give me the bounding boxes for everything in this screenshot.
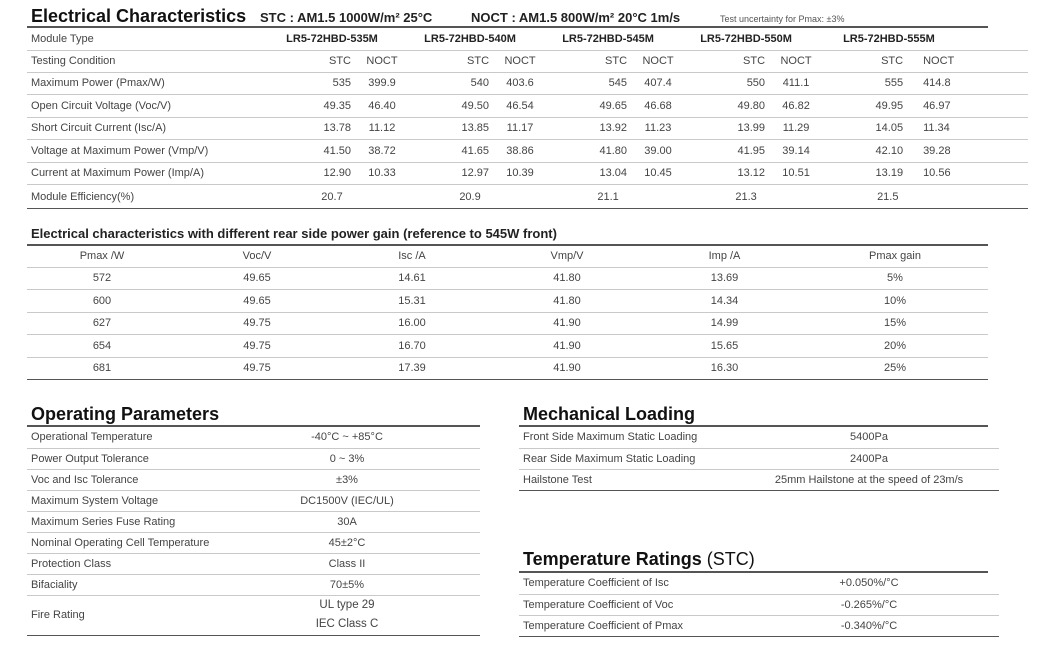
rear-gain-cell: 15% <box>802 312 988 335</box>
noct-value: 46.82 <box>777 95 815 118</box>
rear-gain-cell: 41.80 <box>487 267 647 290</box>
test-uncertainty: Test uncertainty for Pmax: ±3% <box>720 14 845 24</box>
stc-value: 41.50 <box>263 140 363 163</box>
model-name: LR5-72HBD-540M <box>401 28 539 50</box>
operating-pad <box>417 574 480 595</box>
operating-value: 70±5% <box>277 574 417 595</box>
stc-value: 49.80 <box>677 95 777 118</box>
stc-value: 13.04 <box>539 162 639 185</box>
rear-gain-cell: 49.65 <box>177 267 337 290</box>
fire-rating-ul: UL type 29 <box>319 599 375 611</box>
noct-label: NOCT <box>639 50 677 72</box>
operating-label: Power Output Tolerance <box>27 448 277 469</box>
temperature-label: Temperature Coefficient of Voc <box>519 594 739 615</box>
rear-gain-cell: 10% <box>802 290 988 313</box>
stc-value: 49.50 <box>401 95 501 118</box>
operating-value: DC1500V (IEC/UL) <box>277 490 417 511</box>
noct-value: 38.86 <box>501 140 539 163</box>
stc-value: 13.19 <box>815 162 915 185</box>
rear-gain-cell: 20% <box>802 335 988 358</box>
operating-label: Maximum System Voltage <box>27 490 277 511</box>
rear-gain-row <box>27 290 988 313</box>
efficiency-value: 20.9 <box>401 185 539 209</box>
temperature-value: -0.340%/°C <box>739 615 999 636</box>
temperature-title-suffix: (STC) <box>706 549 755 569</box>
model-name: LR5-72HBD-550M <box>677 28 815 50</box>
temperature-value: +0.050%/°C <box>739 573 999 594</box>
rear-gain-cell: 41.90 <box>487 312 647 335</box>
noct-value: 414.8 <box>915 72 1028 95</box>
stc-value: 545 <box>539 72 639 95</box>
model-name: LR5-72HBD-535M <box>263 28 401 50</box>
rear-gain-cell: 41.90 <box>487 335 647 358</box>
model-name: LR5-72HBD-545M <box>539 28 677 50</box>
stc-value: 13.12 <box>677 162 777 185</box>
stc-value: 540 <box>401 72 501 95</box>
noct-value: 11.23 <box>639 117 677 140</box>
operating-value: 30A <box>277 511 417 532</box>
temperature-row <box>519 594 999 615</box>
rear-gain-row <box>27 312 988 335</box>
electrical-row-label: Short Circuit Current (Isc/A) <box>27 117 263 140</box>
operating-row <box>27 532 480 553</box>
rear-gain-row <box>27 357 988 380</box>
rear-gain-cell: 600 <box>27 290 177 313</box>
rear-gain-cell: 49.75 <box>177 357 337 380</box>
operating-pad <box>417 427 480 448</box>
operating-value: ±3% <box>277 469 417 490</box>
stc-value: 49.35 <box>263 95 363 118</box>
noct-value: 38.72 <box>363 140 401 163</box>
noct-value: 46.40 <box>363 95 401 118</box>
noct-value: 10.51 <box>777 162 815 185</box>
electrical-row-label: Current at Maximum Power (Imp/A) <box>27 162 263 185</box>
noct-condition: NOCT : AM1.5 800W/m² 20°C 1m/s <box>471 10 681 25</box>
noct-value: 10.56 <box>915 162 1028 185</box>
rear-gain-cell: 14.99 <box>647 312 802 335</box>
mechanical-label: Front Side Maximum Static Loading <box>519 427 739 448</box>
operating-row <box>27 469 480 490</box>
electrical-row <box>27 72 1028 95</box>
stc-value: 555 <box>815 72 915 95</box>
mechanical-row <box>519 427 999 448</box>
temperature-title-text: Temperature Ratings <box>523 549 702 569</box>
electrical-table <box>27 28 1028 209</box>
stc-label: STC <box>401 50 501 72</box>
rear-gain-cell: 14.34 <box>647 290 802 313</box>
rear-gain-cell: 572 <box>27 267 177 290</box>
operating-value: -40°C ~ +85°C <box>277 427 417 448</box>
rear-gain-cell: 681 <box>27 357 177 380</box>
operating-value: 0 ~ 3% <box>277 448 417 469</box>
noct-value: 10.45 <box>639 162 677 185</box>
electrical-title: Electrical Characteristics <box>31 6 247 26</box>
mechanical-value: 2400Pa <box>739 448 999 469</box>
noct-label: NOCT <box>915 50 1028 72</box>
rear-gain-cell: 25% <box>802 357 988 380</box>
electrical-row <box>27 95 1028 118</box>
temperature-table <box>519 573 999 637</box>
operating-label: Nominal Operating Cell Temperature <box>27 532 277 553</box>
noct-label: NOCT <box>363 50 401 72</box>
operating-pad <box>417 448 480 469</box>
rear-gain-cell: 15.31 <box>337 290 487 313</box>
noct-value: 46.54 <box>501 95 539 118</box>
rear-gain-header-row <box>27 246 988 267</box>
electrical-row <box>27 117 1028 140</box>
rear-gain-cell: 5% <box>802 267 988 290</box>
noct-value: 403.6 <box>501 72 539 95</box>
temperature-value: -0.265%/°C <box>739 594 999 615</box>
rear-gain-cell: 16.00 <box>337 312 487 335</box>
stc-value: 49.65 <box>539 95 639 118</box>
stc-value: 13.85 <box>401 117 501 140</box>
stc-value: 13.78 <box>263 117 363 140</box>
mechanical-label: Rear Side Maximum Static Loading <box>519 448 739 469</box>
efficiency-value: 20.7 <box>263 185 401 209</box>
stc-value: 12.90 <box>263 162 363 185</box>
operating-label: Voc and Isc Tolerance <box>27 469 277 490</box>
rear-gain-cell: 14.61 <box>337 267 487 290</box>
module-type-label: Module Type <box>27 28 263 50</box>
rear-gain-header: Imp /A <box>647 246 802 267</box>
stc-value: 49.95 <box>815 95 915 118</box>
noct-value: 11.12 <box>363 117 401 140</box>
operating-value: 45±2°C <box>277 532 417 553</box>
operating-value: Class II <box>277 553 417 574</box>
model-name: LR5-72HBD-555M <box>815 28 1028 50</box>
noct-value: 11.29 <box>777 117 815 140</box>
rear-gain-row <box>27 267 988 290</box>
mechanical-value: 25mm Hailstone at the speed of 23m/s <box>739 469 999 490</box>
operating-label: Protection Class <box>27 553 277 574</box>
operating-row <box>27 511 480 532</box>
fire-rating-value <box>277 595 417 635</box>
noct-value: 46.97 <box>915 95 1028 118</box>
stc-value: 41.65 <box>401 140 501 163</box>
temperature-row <box>519 573 999 594</box>
noct-value: 407.4 <box>639 72 677 95</box>
operating-label: Bifaciality <box>27 574 277 595</box>
stc-label: STC <box>539 50 639 72</box>
noct-value: 11.34 <box>915 117 1028 140</box>
operating-label: Maximum Series Fuse Rating <box>27 511 277 532</box>
fire-rating-row <box>27 595 480 635</box>
rear-gain-table <box>27 246 988 380</box>
testing-condition-row <box>27 50 1028 72</box>
operating-pad <box>417 490 480 511</box>
operating-pad <box>417 532 480 553</box>
mechanical-row <box>519 469 999 490</box>
stc-label: STC <box>677 50 777 72</box>
operating-row <box>27 448 480 469</box>
efficiency-label: Module Efficiency(%) <box>27 185 263 209</box>
efficiency-value: 21.5 <box>815 185 1028 209</box>
stc-label: STC <box>815 50 915 72</box>
rear-gain-row <box>27 335 988 358</box>
mechanical-row <box>519 448 999 469</box>
rear-gain-cell: 627 <box>27 312 177 335</box>
rear-gain-cell: 654 <box>27 335 177 358</box>
rear-gain-cell: 13.69 <box>647 267 802 290</box>
noct-value: 39.00 <box>639 140 677 163</box>
efficiency-row <box>27 185 1028 209</box>
module-type-row <box>27 28 1028 50</box>
operating-pad <box>417 469 480 490</box>
operating-row <box>27 574 480 595</box>
noct-value: 39.14 <box>777 140 815 163</box>
mechanical-table <box>519 427 999 491</box>
mechanical-title: Mechanical Loading <box>523 404 696 424</box>
stc-value: 42.10 <box>815 140 915 163</box>
temperature-title <box>523 549 755 570</box>
rear-gain-cell: 41.80 <box>487 290 647 313</box>
electrical-row <box>27 140 1028 163</box>
electrical-row-label: Open Circuit Voltage (Voc/V) <box>27 95 263 118</box>
stc-label: STC <box>263 50 363 72</box>
operating-row <box>27 490 480 511</box>
noct-value: 399.9 <box>363 72 401 95</box>
rear-gain-cell: 41.90 <box>487 357 647 380</box>
rear-gain-header: Vmp/V <box>487 246 647 267</box>
rear-gain-cell: 49.75 <box>177 312 337 335</box>
fire-rating-label: Fire Rating <box>27 595 277 635</box>
temperature-label: Temperature Coefficient of Isc <box>519 573 739 594</box>
noct-value: 10.33 <box>363 162 401 185</box>
efficiency-value: 21.1 <box>539 185 677 209</box>
noct-value: 39.28 <box>915 140 1028 163</box>
operating-title: Operating Parameters <box>31 404 220 424</box>
stc-value: 13.92 <box>539 117 639 140</box>
rear-gain-cell: 17.39 <box>337 357 487 380</box>
stc-condition: STC : AM1.5 1000W/m² 25°C <box>260 10 433 25</box>
temperature-label: Temperature Coefficient of Pmax <box>519 615 739 636</box>
electrical-row-label: Maximum Power (Pmax/W) <box>27 72 263 95</box>
rear-gain-header: Isc /A <box>337 246 487 267</box>
mechanical-label: Hailstone Test <box>519 469 739 490</box>
rear-gain-header: Voc/V <box>177 246 337 267</box>
rear-gain-cell: 16.70 <box>337 335 487 358</box>
operating-label: Operational Temperature <box>27 427 277 448</box>
stc-value: 12.97 <box>401 162 501 185</box>
noct-value: 411.1 <box>777 72 815 95</box>
rear-gain-header: Pmax /W <box>27 246 177 267</box>
mechanical-value: 5400Pa <box>739 427 999 448</box>
rear-gain-cell: 16.30 <box>647 357 802 380</box>
operating-table <box>27 427 480 636</box>
rear-gain-cell: 49.65 <box>177 290 337 313</box>
operating-pad <box>417 553 480 574</box>
operating-pad <box>417 511 480 532</box>
stc-value: 550 <box>677 72 777 95</box>
testing-condition-label: Testing Condition <box>27 50 263 72</box>
temperature-row <box>519 615 999 636</box>
rear-gain-cell: 15.65 <box>647 335 802 358</box>
noct-label: NOCT <box>501 50 539 72</box>
rear-gain-title: Electrical characteristics with different rear side power gain (reference to 545W front) <box>31 226 557 241</box>
electrical-row <box>27 162 1028 185</box>
rear-gain-cell: 49.75 <box>177 335 337 358</box>
noct-value: 46.68 <box>639 95 677 118</box>
electrical-row-label: Voltage at Maximum Power (Vmp/V) <box>27 140 263 163</box>
noct-value: 10.39 <box>501 162 539 185</box>
noct-label: NOCT <box>777 50 815 72</box>
operating-row <box>27 427 480 448</box>
efficiency-value: 21.3 <box>677 185 815 209</box>
stc-value: 535 <box>263 72 363 95</box>
stc-value: 14.05 <box>815 117 915 140</box>
rear-gain-header: Pmax gain <box>802 246 988 267</box>
operating-row <box>27 553 480 574</box>
noct-value: 11.17 <box>501 117 539 140</box>
fire-rating-iec: IEC Class C <box>315 618 379 630</box>
stc-value: 13.99 <box>677 117 777 140</box>
stc-value: 41.80 <box>539 140 639 163</box>
stc-value: 41.95 <box>677 140 777 163</box>
